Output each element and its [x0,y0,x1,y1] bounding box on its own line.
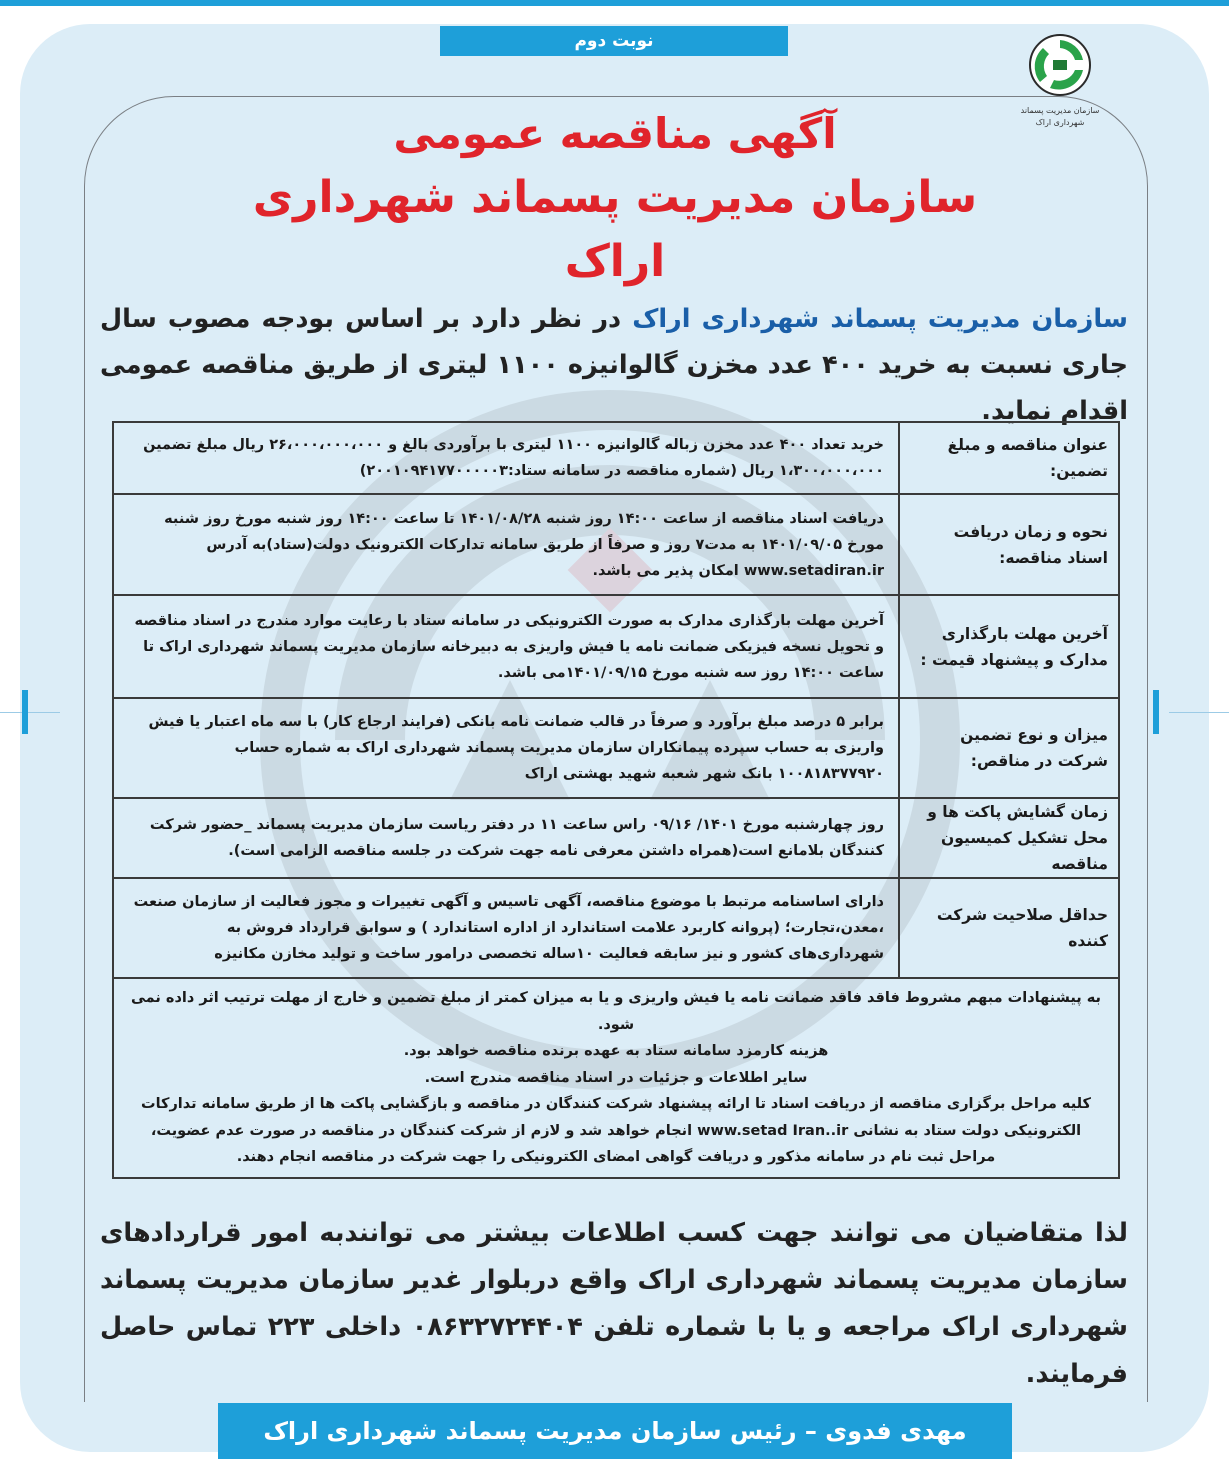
setad-link[interactable]: www.setad Iran..ir [697,1122,849,1139]
row-value-text: امکان پذیر می باشد. [592,562,744,579]
intro-paragraph [100,296,1128,434]
row-label: زمان گشایش پاکت ها و محل تشکیل کمیسیون مناقصه [899,798,1119,878]
table-row [113,798,1119,878]
intro-text: در نظر دارد بر اساس بودجه مصوب سال جاری نسبت به خرید ۴۰۰ عدد مخزن گالوانیزه ۱۱۰۰ لیتری از طریق مناقصه عمومی اقدام نماید. [100,304,1128,426]
row-value: دارای اساسنامه مرتبط با موضوع مناقصه، آگهی تاسیس و آگهی تغییرات و مجوز فعالیت از سازمان صنعت ،معدن،تجارت؛ (پروانه کاربرد علامت استاندارد از اداره استاندارد ) و سوابق قرارداد فروش به شهرداری‌های کشور و نیز سابقه فعالیت ۱۰ساله تخصصی درامور ساخت و تولید مخازن مکانیزه [113,878,899,978]
table-row [113,878,1119,978]
left-guide-line [0,712,60,713]
top-accent-bar [0,0,1229,6]
tender-details-table [112,421,1120,1179]
right-guide-line [1169,712,1229,713]
setadiran-link[interactable]: www.setadiran.ir [743,562,884,579]
note-3: سایر اطلاعات و جزئیات در اسناد مناقصه مندرج است. [424,1069,808,1086]
logo-caption-line-1: سازمان مدیریت پسماند [1020,106,1100,115]
row-value: برابر ۵ درصد مبلغ برآورد و صرفاً در قالب ضمانت نامه بانکی (فرایند ارجاع کار) با سه ماه اعتبار یا فیش واریزی به حساب سپرده پیمانکاران سازمان مدیریت پسماند شهرداری اراک به شماره حساب ۱۰۰۸۱۸۳۷۷۹۲۰ بانک شهر شعبه شهید بهشتی اراک [113,698,899,798]
left-edge-mark [22,690,28,734]
note-1: به پیشنهادات مبهم مشروط فاقد فاقد ضمانت نامه یا فیش واریزی و یا به میزان کمتر از مبلغ تضمین و خارج از مهلت ترتیب اثر داده نمی شود. [131,990,1101,1033]
title-line-1: آگهی مناقصه عمومی [393,109,837,158]
row-label: میزان و نوع تضمین شرکت در مناقص: [899,698,1119,798]
row-label: نحوه و زمان دریافت اسناد مناقصه: [899,494,1119,595]
logo-caption-line-2: شهرداری اراک [1035,118,1085,127]
row-value [113,494,899,595]
row-value: خرید تعداد ۴۰۰ عدد مخزن زباله گالوانیزه ۱۱۰۰ لیتری با برآوردی بالغ و ۲۶،۰۰۰،۰۰۰،۰۰۰ ریال مبلغ تضمین ۱،۳۰۰،۰۰۰،۰۰۰ ریال (شماره مناقصه در سامانه ستاد:۲۰۰۱۰۹۴۱۷۷۰۰۰۰۰۳) [113,422,899,494]
contact-paragraph: لذا متقاضیان می توانند جهت کسب اطلاعات بیشتر می توانندبه امور قراردادهای سازمان مدیریت پسماند شهرداری اراک واقع دربلوار غدیر سازمان مدیریت پسماند شهرداری اراک مراجعه و یا با شماره تلفن ۰۸۶۳۲۷۲۴۴۰۴ داخلی ۲۲۳ تماس حاصل فرمایند. [100,1218,1128,1389]
row-value: آخرین مهلت بارگذاری مدارک به صورت الکترونیکی در سامانه ستاد با رعایت موارد مندرج در اسناد مناقصه و تحویل نسخه فیزیکی ضمانت نامه یا فیش واریزی به دبیرخانه سازمان مدیریت پسماند شهرداری اراک تا ساعت ۱۴:۰۰ روز سه شنبه مورخ ۱۴۰۱/۰۹/۱۵می باشد. [113,595,899,698]
notes-cell [113,978,1119,1178]
notice-title [200,102,1030,294]
title-line-2: سازمان مدیریت پسماند شهرداری اراک [252,172,978,287]
note-4-text: کلیه مراحل برگزاری مناقصه از دریافت اسناد تا ارائه پیشنهاد شرکت کنندگان در مناقصه و بازگشایی پاکت ها از طریق سامانه تدارکات الکترونیکی دولت ستاد به نشانی [141,1096,1091,1139]
table-row [113,698,1119,798]
right-edge-mark [1153,690,1159,734]
note-4 [128,1091,1104,1171]
table-row [113,422,1119,494]
second-publication-badge: نوبت دوم [440,26,788,56]
row-label: عنوان مناقصه و مبلغ تضمین: [899,422,1119,494]
row-label: حداقل صلاحیت شرکت کننده [899,878,1119,978]
row-value-text: دریافت اسناد مناقصه از ساعت ۱۴:۰۰ روز شنبه ۱۴۰۱/۰۸/۲۸ تا ساعت ۱۴:۰۰ روز شنبه مورخ روز شنبه مورخ ۱۴۰۱/۰۹/۰۵ به مدت۷ روز و صرفاً از طریق سامانه تدارکات الکترونیک دولت(ستاد)به آدرس [164,510,884,553]
row-label: آخرین مهلت بارگذاری مدارک و پیشنهاد قیمت : [899,595,1119,698]
note-2: هزینه کارمزد سامانه ستاد به عهده برنده مناقصه خواهد بود. [403,1043,829,1059]
note-4-text: انجام خواهد شد و لازم از شرکت کنندگان در مناقصه در صورت عدم عضویت، مراحل ثبت نام در سامانه مذکور و دریافت گواهی امضای الکترونیکی را جهت شرکت در مناقصه انجام دهند. [150,1122,996,1165]
row-value: روز چهارشنبه مورخ ۱۴۰۱/ ۰۹/۱۶ راس ساعت ۱۱ در دفتر ریاست سازمان مدیریت پسماند _حضور شرکت کنندگان بلامانع است(همراه داشتن معرفی نامه جهت شرکت در جلسه مناقصه الزامی است). [113,798,899,878]
table-row [113,595,1119,698]
table-row [113,494,1119,595]
intro-organization: سازمان مدیریت پسماند شهرداری اراک [632,304,1128,334]
signature-bar: مهدی فدوی – رئیس سازمان مدیریت پسماند شهرداری اراک [218,1403,1012,1459]
recycle-icon [1025,30,1095,100]
notes-row [113,978,1119,1178]
